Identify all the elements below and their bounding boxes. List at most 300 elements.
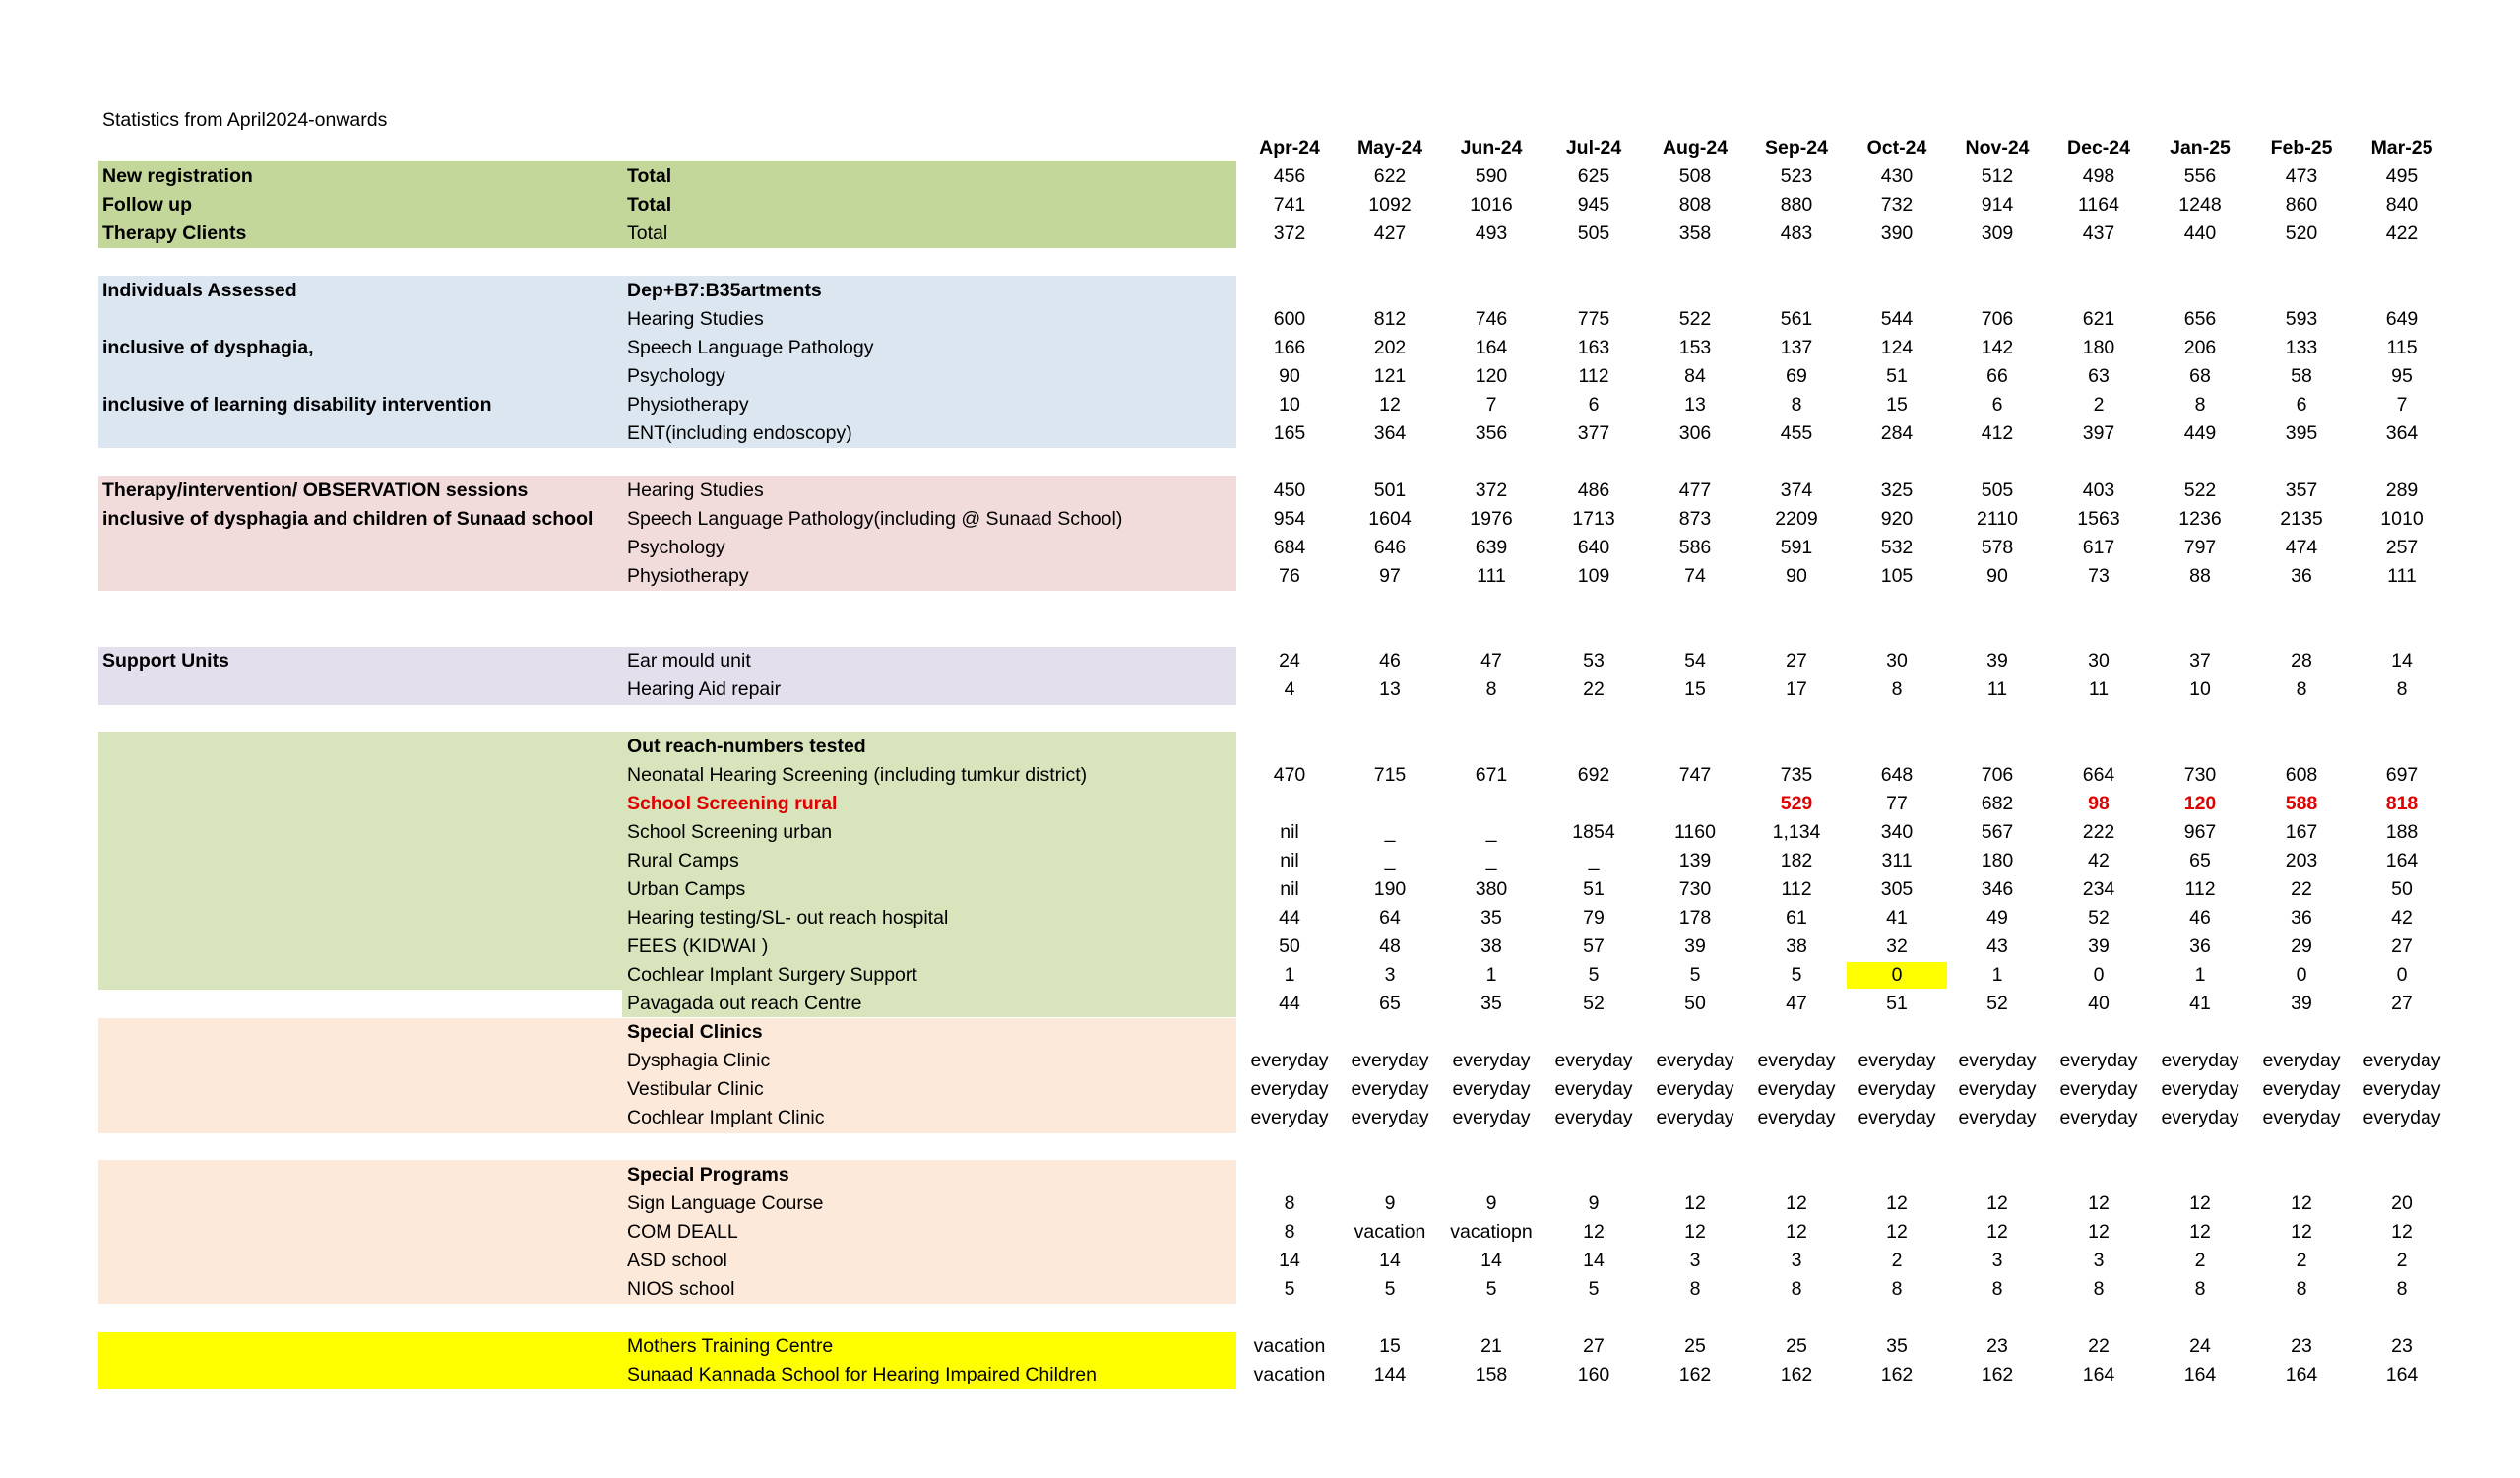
row-label: Ear mould unit (627, 650, 751, 672)
value-cell: 12 (1986, 1192, 2008, 1214)
value-cell: everyday (1250, 1107, 1329, 1128)
value-cell: everyday (1757, 1050, 1836, 1071)
value-cell: 73 (2088, 565, 2110, 587)
value-cell: 50 (2391, 878, 2413, 900)
value-cell: 532 (1880, 537, 1914, 558)
value-cell: 76 (1279, 565, 1300, 587)
value-cell: 945 (1577, 194, 1610, 216)
value-cell: 954 (1273, 508, 1306, 530)
value-cell: 35 (1886, 1335, 1908, 1357)
value-cell: everyday (2161, 1107, 2239, 1128)
value-cell: 202 (1373, 337, 1407, 358)
row-category: Follow up (102, 194, 192, 216)
value-cell: 735 (1780, 764, 1813, 786)
value-cell: 5 (1284, 1278, 1295, 1300)
value-cell: 10 (1279, 394, 1300, 416)
value-cell: 46 (1379, 650, 1401, 672)
month-header: Oct-24 (1866, 137, 1927, 159)
value-cell: 1248 (2178, 194, 2222, 216)
value-cell: 474 (2285, 537, 2318, 558)
value-cell: 36 (2291, 565, 2312, 587)
value-cell: 671 (1475, 764, 1508, 786)
table-row (0, 419, 2520, 448)
value-cell: 12 (1786, 1221, 1807, 1243)
value-cell: everyday (2362, 1107, 2441, 1128)
value-cell: 477 (1678, 480, 1712, 501)
month-header: Dec-24 (2067, 137, 2130, 159)
value-cell: everyday (1351, 1107, 1429, 1128)
value-cell: 747 (1678, 764, 1712, 786)
value-cell: everyday (1858, 1050, 1936, 1071)
row-category: inclusive of dysphagia and children of Sunaad school (102, 508, 594, 530)
value-cell: everyday (2262, 1078, 2341, 1100)
row-label: Special Programs (627, 1164, 789, 1186)
value-cell: 162 (1981, 1364, 2014, 1385)
row-label: Dysphagia Clinic (627, 1050, 771, 1071)
row-label: School Screening rural (627, 793, 838, 814)
value-cell: 163 (1577, 337, 1610, 358)
value-cell: 23 (1986, 1335, 2008, 1357)
value-cell: 556 (2183, 165, 2217, 187)
value-cell: 1604 (1368, 508, 1412, 530)
value-cell: 2135 (2280, 508, 2323, 530)
value-cell: 449 (2183, 422, 2217, 444)
value-cell: vacation (1354, 1221, 1426, 1243)
value-cell: 120 (1475, 365, 1508, 387)
value-cell: 49 (1986, 907, 2008, 929)
value-cell: 203 (2285, 850, 2318, 871)
value-cell: 158 (1475, 1364, 1508, 1385)
table-row (0, 362, 2520, 391)
value-cell: 44 (1279, 993, 1300, 1014)
value-cell: _ (1588, 850, 1600, 871)
value-cell: 622 (1373, 165, 1407, 187)
value-cell: 2209 (1775, 508, 1818, 530)
value-cell: 109 (1577, 565, 1610, 587)
row-label: Physiotherapy (627, 565, 749, 587)
value-cell: everyday (1656, 1050, 1734, 1071)
value-cell: 51 (1886, 365, 1908, 387)
value-cell: 697 (2385, 764, 2419, 786)
value-cell: 8 (1891, 1278, 1903, 1300)
value-cell: 646 (1373, 537, 1407, 558)
value-cell: everyday (1452, 1050, 1531, 1071)
value-cell: 649 (2385, 308, 2419, 330)
value-cell: 1092 (1368, 194, 1412, 216)
value-cell: 427 (1373, 223, 1407, 244)
row-label: FEES (KIDWAI ) (627, 935, 769, 957)
value-cell: 234 (2082, 878, 2115, 900)
value-cell: 306 (1678, 422, 1712, 444)
month-header: May-24 (1356, 137, 1423, 159)
value-cell: 450 (1273, 480, 1306, 501)
value-cell: 137 (1780, 337, 1813, 358)
value-cell: 14 (1583, 1250, 1605, 1271)
row-label: Psychology (627, 537, 725, 558)
value-cell: 730 (2183, 764, 2217, 786)
value-cell: 9 (1485, 1192, 1497, 1214)
value-cell: 309 (1981, 223, 2014, 244)
value-cell: 162 (1880, 1364, 1914, 1385)
value-cell: everyday (1554, 1107, 1633, 1128)
value-cell: 456 (1273, 165, 1306, 187)
value-cell: 8 (1689, 1278, 1701, 1300)
value-cell: 27 (1786, 650, 1807, 672)
value-cell: 12 (1684, 1221, 1706, 1243)
value-cell: 12 (1886, 1192, 1908, 1214)
value-cell: 812 (1373, 308, 1407, 330)
value-cell: 8 (2093, 1278, 2105, 1300)
table-row (0, 1218, 2520, 1247)
value-cell: 840 (2385, 194, 2419, 216)
value-cell: 38 (1480, 935, 1502, 957)
value-cell: 7 (2396, 394, 2408, 416)
month-header-row (0, 134, 2520, 162)
value-cell: 522 (1678, 308, 1712, 330)
value-cell: 160 (1577, 1364, 1610, 1385)
value-cell: 593 (2285, 308, 2318, 330)
value-cell: 64 (1379, 907, 1401, 929)
value-cell: 98 (2088, 793, 2110, 814)
value-cell: 706 (1981, 308, 2014, 330)
value-cell: 508 (1678, 165, 1712, 187)
value-cell: 640 (1577, 537, 1610, 558)
value-cell: 520 (2285, 223, 2318, 244)
value-cell: 47 (1480, 650, 1502, 672)
month-header: Mar-25 (2370, 137, 2433, 159)
value-cell: 53 (1583, 650, 1605, 672)
value-cell: everyday (1452, 1107, 1531, 1128)
table-row (0, 647, 2520, 675)
value-cell: 112 (2184, 878, 2216, 900)
value-cell: everyday (1554, 1050, 1633, 1071)
value-cell: 625 (1577, 165, 1610, 187)
value-cell: 12 (2391, 1221, 2413, 1243)
value-cell: 356 (1475, 422, 1508, 444)
value-cell: 63 (2088, 365, 2110, 387)
value-cell: 1016 (1470, 194, 1513, 216)
value-cell: everyday (2161, 1050, 2239, 1071)
value-cell: 12 (2291, 1221, 2312, 1243)
value-cell: everyday (1858, 1107, 1936, 1128)
value-cell: 395 (2285, 422, 2318, 444)
row-category: inclusive of learning disability intervention (102, 394, 492, 416)
value-cell: 470 (1273, 764, 1306, 786)
row-category: Therapy/intervention/ OBSERVATION sessions (102, 480, 529, 501)
value-cell: 65 (2189, 850, 2211, 871)
value-cell: 21 (1480, 1335, 1502, 1357)
value-cell: 162 (1678, 1364, 1712, 1385)
value-cell: 380 (1475, 878, 1508, 900)
month-header: Sep-24 (1765, 137, 1828, 159)
value-cell: 1010 (2380, 508, 2424, 530)
value-cell: 346 (1981, 878, 2014, 900)
table-row (0, 1332, 2520, 1361)
table-row (0, 191, 2520, 220)
table-row (0, 875, 2520, 904)
row-label: Urban Camps (627, 878, 746, 900)
value-cell: 13 (1684, 394, 1706, 416)
row-label: Rural Camps (627, 850, 739, 871)
value-cell: _ (1384, 821, 1396, 843)
table-row (0, 1104, 2520, 1132)
value-cell: 8 (1891, 678, 1903, 700)
table-row (0, 1275, 2520, 1304)
value-cell: 1 (1991, 964, 2003, 986)
table-row (0, 1189, 2520, 1218)
value-cell: 11 (2088, 678, 2110, 700)
value-cell: 364 (1373, 422, 1407, 444)
value-cell: _ (1485, 850, 1497, 871)
value-cell: everyday (2262, 1107, 2341, 1128)
row-category: Therapy Clients (102, 223, 247, 244)
row-category: Individuals Assessed (102, 280, 297, 301)
table-row (0, 1075, 2520, 1104)
row-label: Psychology (627, 365, 725, 387)
value-cell: 3 (2093, 1250, 2105, 1271)
value-cell: 5 (1384, 1278, 1396, 1300)
value-cell: everyday (2059, 1078, 2138, 1100)
value-cell: 5 (1588, 1278, 1600, 1300)
value-cell: 111 (2387, 565, 2417, 587)
row-label: Total (627, 223, 668, 244)
value-cell: 12 (1886, 1221, 1908, 1243)
value-cell: 95 (2391, 365, 2413, 387)
value-cell: 561 (1780, 308, 1813, 330)
value-cell: 41 (2189, 993, 2211, 1014)
value-cell: 142 (1981, 337, 2014, 358)
value-cell: everyday (1958, 1107, 2037, 1128)
value-cell: 664 (2082, 764, 2115, 786)
row-label: COM DEALL (627, 1221, 738, 1243)
value-cell: 50 (1684, 993, 1706, 1014)
value-cell: 473 (2285, 165, 2318, 187)
row-label: Mothers Training Centre (627, 1335, 834, 1357)
value-cell: 455 (1780, 422, 1813, 444)
value-cell: 52 (1583, 993, 1605, 1014)
table-row (0, 932, 2520, 961)
value-cell: 68 (2189, 365, 2211, 387)
value-cell: 22 (1583, 678, 1605, 700)
value-cell: 0 (1891, 964, 1903, 986)
row-label: Vestibular Clinic (627, 1078, 764, 1100)
value-cell: 7 (1485, 394, 1497, 416)
value-cell: 2 (2194, 1250, 2206, 1271)
value-cell: _ (1384, 850, 1396, 871)
table-row (0, 505, 2520, 534)
row-label: Neonatal Hearing Screening (including tumkur district) (627, 764, 1088, 786)
value-cell: 52 (2088, 907, 2110, 929)
value-cell: 206 (2183, 337, 2217, 358)
value-cell: 1976 (1470, 508, 1513, 530)
value-cell: 54 (1684, 650, 1706, 672)
value-cell: 11 (1986, 678, 2008, 700)
value-cell: 51 (1583, 878, 1605, 900)
value-cell: 36 (2291, 907, 2312, 929)
value-cell: 732 (1880, 194, 1914, 216)
value-cell: 69 (1786, 365, 1807, 387)
value-cell: 412 (1981, 422, 2014, 444)
row-label: Dep+B7:B35artments (627, 280, 822, 301)
value-cell: 325 (1880, 480, 1914, 501)
value-cell: 8 (2296, 678, 2307, 700)
value-cell: 8 (2194, 1278, 2206, 1300)
value-cell: 1164 (2078, 194, 2119, 216)
row-label: Hearing Studies (627, 308, 764, 330)
value-cell: 3 (1689, 1250, 1701, 1271)
value-cell: 50 (1279, 935, 1300, 957)
value-cell: 27 (1583, 1335, 1605, 1357)
value-cell: 24 (1279, 650, 1300, 672)
value-cell: 38 (1786, 935, 1807, 957)
value-cell: 860 (2285, 194, 2318, 216)
table-row (0, 818, 2520, 847)
value-cell: 4 (1284, 678, 1295, 700)
value-cell: 0 (2396, 964, 2408, 986)
value-cell: 5 (1791, 964, 1802, 986)
row-label: Cochlear Implant Clinic (627, 1107, 825, 1128)
value-cell: 9 (1384, 1192, 1396, 1214)
value-cell: 52 (1986, 993, 2008, 1014)
value-cell: 28 (2291, 650, 2312, 672)
value-cell: 797 (2183, 537, 2217, 558)
value-cell: 14 (1279, 1250, 1300, 1271)
value-cell: 873 (1678, 508, 1712, 530)
row-label: Total (627, 165, 672, 187)
value-cell: 1563 (2077, 508, 2120, 530)
value-cell: 1236 (2178, 508, 2222, 530)
value-cell: 12 (2189, 1192, 2211, 1214)
value-cell: everyday (1250, 1078, 1329, 1100)
value-cell: 12 (2291, 1192, 2312, 1214)
value-cell: 97 (1379, 565, 1401, 587)
value-cell: 88 (2189, 565, 2211, 587)
value-cell: 65 (1379, 993, 1401, 1014)
value-cell: 311 (1881, 850, 1913, 871)
value-cell: 164 (2183, 1364, 2217, 1385)
value-cell: 0 (2093, 964, 2105, 986)
value-cell: 692 (1577, 764, 1610, 786)
value-cell: 3 (1991, 1250, 2003, 1271)
value-cell: 257 (2385, 537, 2419, 558)
value-cell: 115 (2386, 337, 2418, 358)
value-cell: 364 (2385, 422, 2419, 444)
value-cell: 5 (1689, 964, 1701, 986)
value-cell: 422 (2385, 223, 2419, 244)
value-cell: 639 (1475, 537, 1508, 558)
value-cell: 165 (1273, 422, 1306, 444)
value-cell: 13 (1379, 678, 1401, 700)
value-cell: 14 (1480, 1250, 1502, 1271)
value-cell: 775 (1577, 308, 1610, 330)
table-row (0, 733, 2520, 761)
value-cell: 590 (1475, 165, 1508, 187)
value-cell: 14 (1379, 1250, 1401, 1271)
value-cell: 1160 (1674, 821, 1716, 843)
value-cell: 124 (1880, 337, 1914, 358)
value-cell: 51 (1886, 993, 1908, 1014)
value-cell: 12 (1684, 1192, 1706, 1214)
value-cell: 120 (2183, 793, 2217, 814)
value-cell: 284 (1880, 422, 1914, 444)
value-cell: 8 (1284, 1192, 1295, 1214)
value-cell: 505 (1577, 223, 1610, 244)
row-label: Speech Language Pathology(including @ Sunaad School) (627, 508, 1123, 530)
sheet-title: Statistics from April2024-onwards (102, 109, 388, 131)
value-cell: 741 (1273, 194, 1306, 216)
table-row (0, 562, 2520, 591)
value-cell: 12 (2088, 1221, 2110, 1243)
value-cell: 79 (1583, 907, 1605, 929)
row-label: Speech Language Pathology (627, 337, 874, 358)
row-label: NIOS school (627, 1278, 735, 1300)
value-cell: everyday (1757, 1078, 1836, 1100)
value-cell: 746 (1475, 308, 1508, 330)
value-cell: 42 (2088, 850, 2110, 871)
value-cell: 591 (1780, 537, 1813, 558)
value-cell: 32 (1886, 935, 1908, 957)
row-category: New registration (102, 165, 253, 187)
value-cell: 377 (1577, 422, 1610, 444)
value-cell: 5 (1588, 964, 1600, 986)
value-cell: 37 (2189, 650, 2211, 672)
value-cell: 164 (2385, 850, 2419, 871)
value-cell: 608 (2285, 764, 2318, 786)
value-cell: 486 (1577, 480, 1610, 501)
table-row (0, 1018, 2520, 1047)
value-cell: 121 (1373, 365, 1407, 387)
value-cell: 30 (2088, 650, 2110, 672)
value-cell: 706 (1981, 764, 2014, 786)
value-cell: 23 (2391, 1335, 2413, 1357)
value-cell: 166 (1273, 337, 1306, 358)
row-label: School Screening urban (627, 821, 833, 843)
value-cell: 372 (1273, 223, 1306, 244)
value-cell: 35 (1480, 993, 1502, 1014)
value-cell: 3 (1384, 964, 1396, 986)
value-cell: 180 (1981, 850, 2014, 871)
table-row (0, 220, 2520, 248)
value-cell: 390 (1880, 223, 1914, 244)
value-cell: 182 (1780, 850, 1813, 871)
month-header: Jan-25 (2170, 137, 2231, 159)
row-label: Hearing testing/SL- out reach hospital (627, 907, 949, 929)
value-cell: 8 (1791, 1278, 1802, 1300)
value-cell: 42 (2391, 907, 2413, 929)
value-cell: 24 (2189, 1335, 2211, 1357)
row-label: Total (627, 194, 672, 216)
value-cell: 44 (1279, 907, 1300, 929)
value-cell: 22 (2291, 878, 2312, 900)
value-cell: 1854 (1572, 821, 1615, 843)
value-cell: 621 (2082, 308, 2115, 330)
value-cell: 57 (1583, 935, 1605, 957)
value-cell: 48 (1379, 935, 1401, 957)
value-cell: 90 (1279, 365, 1300, 387)
value-cell: vacation (1253, 1364, 1326, 1385)
row-category: inclusive of dysphagia, (102, 337, 314, 358)
value-cell: 12 (1986, 1221, 2008, 1243)
value-cell: 1713 (1572, 508, 1615, 530)
value-cell: 12 (2088, 1192, 2110, 1214)
value-cell: 10 (2189, 678, 2211, 700)
value-cell: 8 (2396, 678, 2408, 700)
value-cell: 430 (1880, 165, 1914, 187)
value-cell: 58 (2291, 365, 2312, 387)
value-cell: 483 (1780, 223, 1813, 244)
value-cell: everyday (1757, 1107, 1836, 1128)
value-cell: 440 (2183, 223, 2217, 244)
